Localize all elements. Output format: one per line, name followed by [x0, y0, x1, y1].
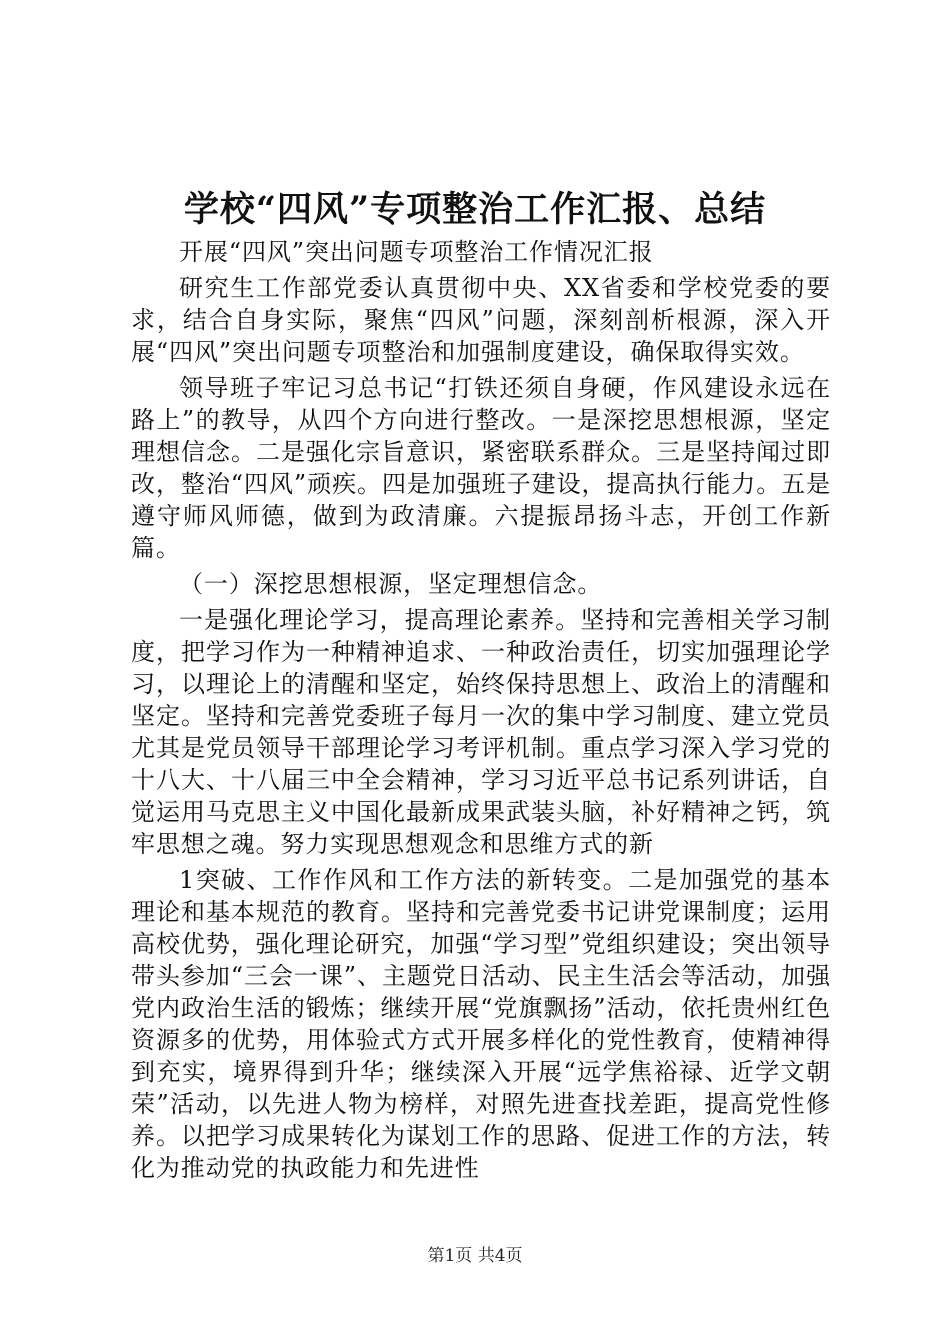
paragraph-theory-study: 一是强化理论学习，提高理论素养。坚持和完善相关学习制度，把学习作为一种精神追求、一种政治责任，切实加强理论学习，以理论上的清醒和坚定，始终保持思想上、政治上的清醒和坚定。坚持和完善党委班子每月一次的集中学习制度、建立党员尤其是党员领导干部理论学习考评机制。重点学习深入学习党的十八大、十八届三中全会精神，学习习近平总书记系列讲话，自觉运用马克思主义中国化最新成果武装头脑，补好精神之钙，筑牢思想之魂。努力实现思想观念和思维方式的新: [131, 606, 831, 858]
report-subtitle: 开展“四风”突出问题专项整治工作情况汇报: [179, 238, 654, 266]
paragraph-leadership: 领导班子牢记习总书记“打铁还须自身硬，作风建设永远在路上”的教导，从四个方向进行整改。一是深挖思想根源，坚定理想信念。二是强化宗旨意识，紧密联系群众。三是坚持闻过即改，整治“四风”顽疾。四是加强班子建设，提高执行能力。五是遵守师风师德，做到为政清廉。六提振昂扬斗志，开创工作新篇。: [131, 374, 831, 562]
section-heading-1: （一）深挖思想根源，坚定理想信念。: [179, 570, 603, 598]
paragraph-intro: 研究生工作部党委认真贯彻中央、XX省委和学校党委的要求，结合自身实际，聚焦“四风”问题，深刻剖析根源，深入开展“四风”突出问题专项整治和加强制度建设，确保取得实效。: [131, 274, 831, 366]
document-title: 学校“四风”专项整治工作汇报、总结: [183, 189, 767, 230]
page-number-footer: 第1页 共4页: [427, 1246, 523, 1266]
document-body: [131, 236, 831, 1188]
paragraph-party-education: 1突破、工作作风和工作方法的新转变。二是加强党的基本理论和基本规范的教育。坚持和完善党委书记讲党课制度；运用高校优势，强化理论研究，加强“学习型”党组织建设；突出领导带头参加“三会一课”、主题党日活动、民主生活会等活动，加强党内政治生活的锻炼；继续开展“党旗飘扬”活动，依托贵州红色资源多的优势，用体验式方式开展多样化的党性教育，使精神得到充实，境界得到升华；继续深入开展“远学焦裕禄、近学文朝荣”活动，以先进人物为榜样，对照先进查找差距，提高党性修养。以把学习成果转化为谋划工作的思路、促进工作的方法，转化为推动党的执政能力和先进性: [131, 866, 831, 1182]
